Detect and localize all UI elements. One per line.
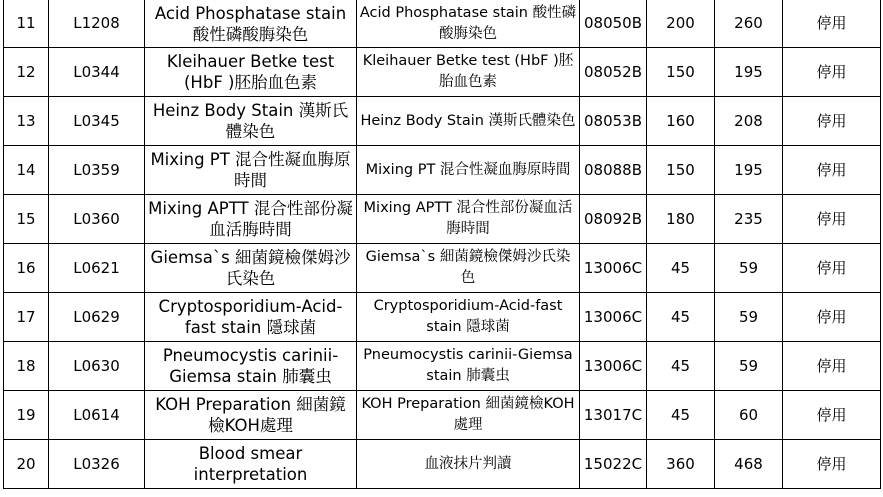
table-row (4, 391, 881, 440)
status-badge: 停用 (783, 146, 881, 195)
nhi-code: 08092B (580, 195, 647, 244)
status-badge: 停用 (783, 195, 881, 244)
item-name: Cryptosporidium-Acid-fast stain 隱球菌 (145, 293, 357, 342)
item-code: L0326 (49, 440, 145, 489)
item-name: KOH Preparation 細菌鏡檢KOH處理 (145, 391, 357, 440)
row-number: 15 (4, 195, 49, 244)
status-badge: 停用 (783, 244, 881, 293)
item-code: L0344 (49, 48, 145, 97)
points: 45 (647, 342, 715, 391)
nhi-code: 13006C (580, 244, 647, 293)
item-code: L1208 (49, 0, 145, 48)
table-row (4, 244, 881, 293)
price: 59 (715, 293, 783, 342)
table-row (4, 440, 881, 489)
nhi-code: 08053B (580, 97, 647, 146)
points: 180 (647, 195, 715, 244)
item-name: Giemsa`s 細菌鏡檢傑姆沙氏染色 (145, 244, 357, 293)
price: 59 (715, 244, 783, 293)
nhi-code: 08088B (580, 146, 647, 195)
item-name: Kleihauer Betke test (HbF )胚胎血色素 (145, 48, 357, 97)
price: 195 (715, 48, 783, 97)
price: 260 (715, 0, 783, 48)
row-number: 12 (4, 48, 49, 97)
points: 360 (647, 440, 715, 489)
item-display-name: Cryptosporidium-Acid-fast stain 隱球菌 (357, 293, 580, 342)
row-number: 19 (4, 391, 49, 440)
status-badge: 停用 (783, 97, 881, 146)
table-row (4, 342, 881, 391)
status-badge: 停用 (783, 342, 881, 391)
item-code: L0345 (49, 97, 145, 146)
item-name: Mixing PT 混合性凝血脢原時間 (145, 146, 357, 195)
item-code: L0359 (49, 146, 145, 195)
points: 200 (647, 0, 715, 48)
points: 45 (647, 244, 715, 293)
item-code: L0630 (49, 342, 145, 391)
table-body (4, 0, 881, 489)
price: 468 (715, 440, 783, 489)
item-display-name: Kleihauer Betke test (HbF )胚胎血色素 (357, 48, 580, 97)
item-display-name: Heinz Body Stain 漢斯氏體染色 (357, 97, 580, 146)
table-row (4, 146, 881, 195)
row-number: 18 (4, 342, 49, 391)
item-display-name: 血液抹片判讀 (357, 440, 580, 489)
points: 160 (647, 97, 715, 146)
row-number: 14 (4, 146, 49, 195)
price: 59 (715, 342, 783, 391)
table-row (4, 293, 881, 342)
row-number: 13 (4, 97, 49, 146)
nhi-code: 13006C (580, 342, 647, 391)
table-row (4, 195, 881, 244)
item-code: L0614 (49, 391, 145, 440)
item-name: Heinz Body Stain 漢斯氏體染色 (145, 97, 357, 146)
item-code: L0621 (49, 244, 145, 293)
item-display-name: Mixing APTT 混合性部份凝血活脢時間 (357, 195, 580, 244)
item-code: L0360 (49, 195, 145, 244)
points: 150 (647, 146, 715, 195)
item-display-name: Pneumocystis carinii-Giemsa stain 肺囊虫 (357, 342, 580, 391)
price: 208 (715, 97, 783, 146)
item-display-name: Giemsa`s 細菌鏡檢傑姆沙氏染色 (357, 244, 580, 293)
row-number: 11 (4, 0, 49, 48)
status-badge: 停用 (783, 391, 881, 440)
row-number: 16 (4, 244, 49, 293)
status-badge: 停用 (783, 48, 881, 97)
item-display-name: KOH Preparation 細菌鏡檢KOH處理 (357, 391, 580, 440)
row-number: 17 (4, 293, 49, 342)
points: 150 (647, 48, 715, 97)
item-name: Acid Phosphatase stain 酸性磷酸脢染色 (145, 0, 357, 48)
nhi-code: 13006C (580, 293, 647, 342)
table-row (4, 97, 881, 146)
status-badge: 停用 (783, 293, 881, 342)
points: 45 (647, 293, 715, 342)
status-badge: 停用 (783, 0, 881, 48)
item-code: L0629 (49, 293, 145, 342)
row-number: 20 (4, 440, 49, 489)
lab-item-table (3, 0, 881, 489)
nhi-code: 08052B (580, 48, 647, 97)
item-display-name: Mixing PT 混合性凝血脢原時間 (357, 146, 580, 195)
points: 45 (647, 391, 715, 440)
nhi-code: 15022C (580, 440, 647, 489)
price: 60 (715, 391, 783, 440)
item-name: Pneumocystis carinii-Giemsa stain 肺囊虫 (145, 342, 357, 391)
price: 235 (715, 195, 783, 244)
table-row (4, 48, 881, 97)
item-name: Mixing APTT 混合性部份凝血活脢時間 (145, 195, 357, 244)
price: 195 (715, 146, 783, 195)
status-badge: 停用 (783, 440, 881, 489)
item-name: Blood smear interpretation (145, 440, 357, 489)
nhi-code: 13017C (580, 391, 647, 440)
nhi-code: 08050B (580, 0, 647, 48)
table-row (4, 0, 881, 48)
item-display-name: Acid Phosphatase stain 酸性磷酸脢染色 (357, 0, 580, 48)
